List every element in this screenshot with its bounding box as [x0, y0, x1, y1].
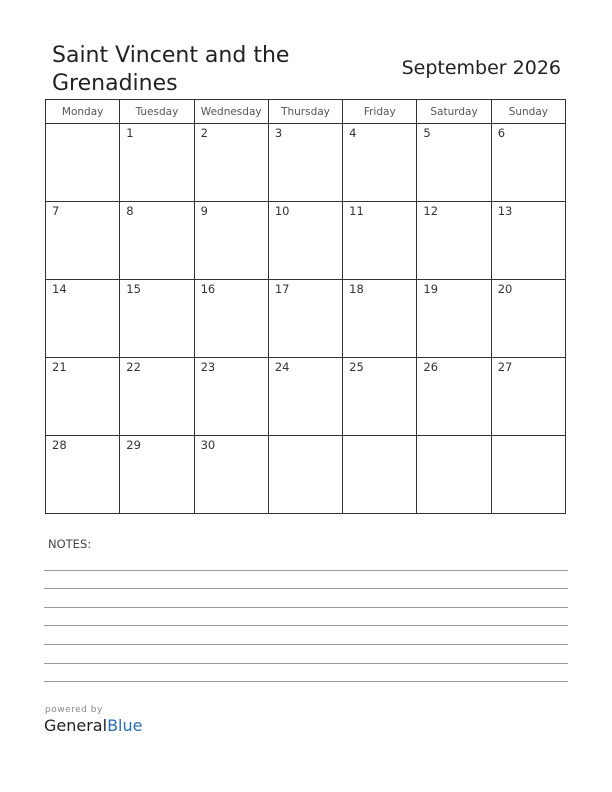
weekday-saturday: Saturday [417, 100, 491, 124]
day-number: 3 [274, 126, 283, 140]
day-cell [491, 436, 565, 514]
day-cell [120, 280, 194, 358]
day-cell [417, 124, 491, 202]
day-number: 29 [126, 438, 141, 452]
day-cell [120, 124, 194, 202]
note-line [44, 608, 568, 627]
day-cell [46, 202, 120, 280]
day-cell [194, 202, 268, 280]
day-cell [343, 280, 417, 358]
day-cell [491, 202, 565, 280]
day-cell [268, 358, 342, 436]
day-cell [46, 124, 120, 202]
day-cell [194, 436, 268, 514]
day-number: 10 [274, 204, 290, 218]
powered-by-text: powered by [45, 705, 103, 715]
note-line [44, 552, 568, 571]
weekday-tuesday: Tuesday [120, 100, 194, 124]
day-number: 21 [52, 360, 67, 374]
day-cell [120, 202, 194, 280]
week-row [46, 202, 566, 280]
day-cell [268, 436, 342, 514]
week-row [46, 436, 566, 514]
weekday-sunday: Sunday [491, 100, 565, 124]
day-cell [120, 358, 194, 436]
week-row [46, 358, 566, 436]
day-number: 28 [52, 438, 67, 452]
day-cell [417, 436, 491, 514]
day-number: 23 [200, 360, 216, 374]
day-cell [491, 280, 565, 358]
month-year: September 2026 [401, 57, 561, 79]
note-line [44, 571, 568, 590]
weekday-friday: Friday [343, 100, 417, 124]
day-number: 4 [349, 126, 357, 140]
day-number: 8 [126, 204, 134, 218]
calendar-grid [45, 99, 566, 514]
brand-general: General [44, 716, 108, 735]
day-cell [343, 436, 417, 514]
day-cell [491, 358, 565, 436]
day-number: 6 [497, 126, 506, 140]
weekday-monday: Monday [46, 100, 120, 124]
weekday-wednesday: Wednesday [194, 100, 268, 124]
day-number: 17 [274, 282, 290, 296]
page-title: Saint Vincent and the Grenadines [52, 43, 290, 96]
day-number: 11 [349, 204, 364, 218]
day-cell [343, 124, 417, 202]
day-number: 12 [423, 204, 439, 218]
day-number: 13 [497, 204, 513, 218]
note-line [44, 664, 568, 683]
day-cell [417, 358, 491, 436]
day-number: 15 [126, 282, 141, 296]
day-number: 14 [52, 282, 67, 296]
day-number: 18 [349, 282, 364, 296]
day-number: 26 [423, 360, 439, 374]
day-cell [491, 124, 565, 202]
day-cell [120, 436, 194, 514]
day-number: 1 [126, 126, 134, 140]
day-cell [268, 202, 342, 280]
day-number [417, 436, 490, 438]
day-number: 25 [349, 360, 364, 374]
day-number: 2 [200, 126, 208, 140]
day-cell [46, 280, 120, 358]
brand-blue: Blue [107, 716, 143, 735]
day-cell [46, 358, 120, 436]
day-cell [194, 124, 268, 202]
day-cell [417, 202, 491, 280]
week-row [46, 280, 566, 358]
note-line [44, 589, 568, 608]
day-cell [194, 358, 268, 436]
day-number: 24 [274, 360, 290, 374]
note-line [44, 645, 568, 664]
day-number [343, 436, 416, 438]
brand-logo [44, 716, 142, 735]
day-number [269, 436, 342, 438]
day-number: 22 [126, 360, 141, 374]
day-number [46, 124, 119, 126]
day-number: 27 [497, 360, 513, 374]
weekday-thursday: Thursday [268, 100, 342, 124]
day-cell [194, 280, 268, 358]
day-number [492, 436, 565, 438]
day-cell [268, 280, 342, 358]
day-cell [417, 280, 491, 358]
day-number: 9 [200, 204, 208, 218]
note-line [44, 626, 568, 645]
day-cell [343, 358, 417, 436]
weekday-header-row [46, 100, 566, 124]
day-number: 5 [423, 126, 431, 140]
day-number: 7 [52, 204, 60, 218]
day-number: 20 [497, 282, 513, 296]
day-number: 16 [200, 282, 216, 296]
day-number: 19 [423, 282, 439, 296]
notes-lines [44, 552, 568, 682]
day-number: 30 [200, 438, 216, 452]
week-row [46, 124, 566, 202]
day-cell [268, 124, 342, 202]
day-cell [46, 436, 120, 514]
day-cell [343, 202, 417, 280]
notes-label: NOTES: [48, 537, 92, 551]
